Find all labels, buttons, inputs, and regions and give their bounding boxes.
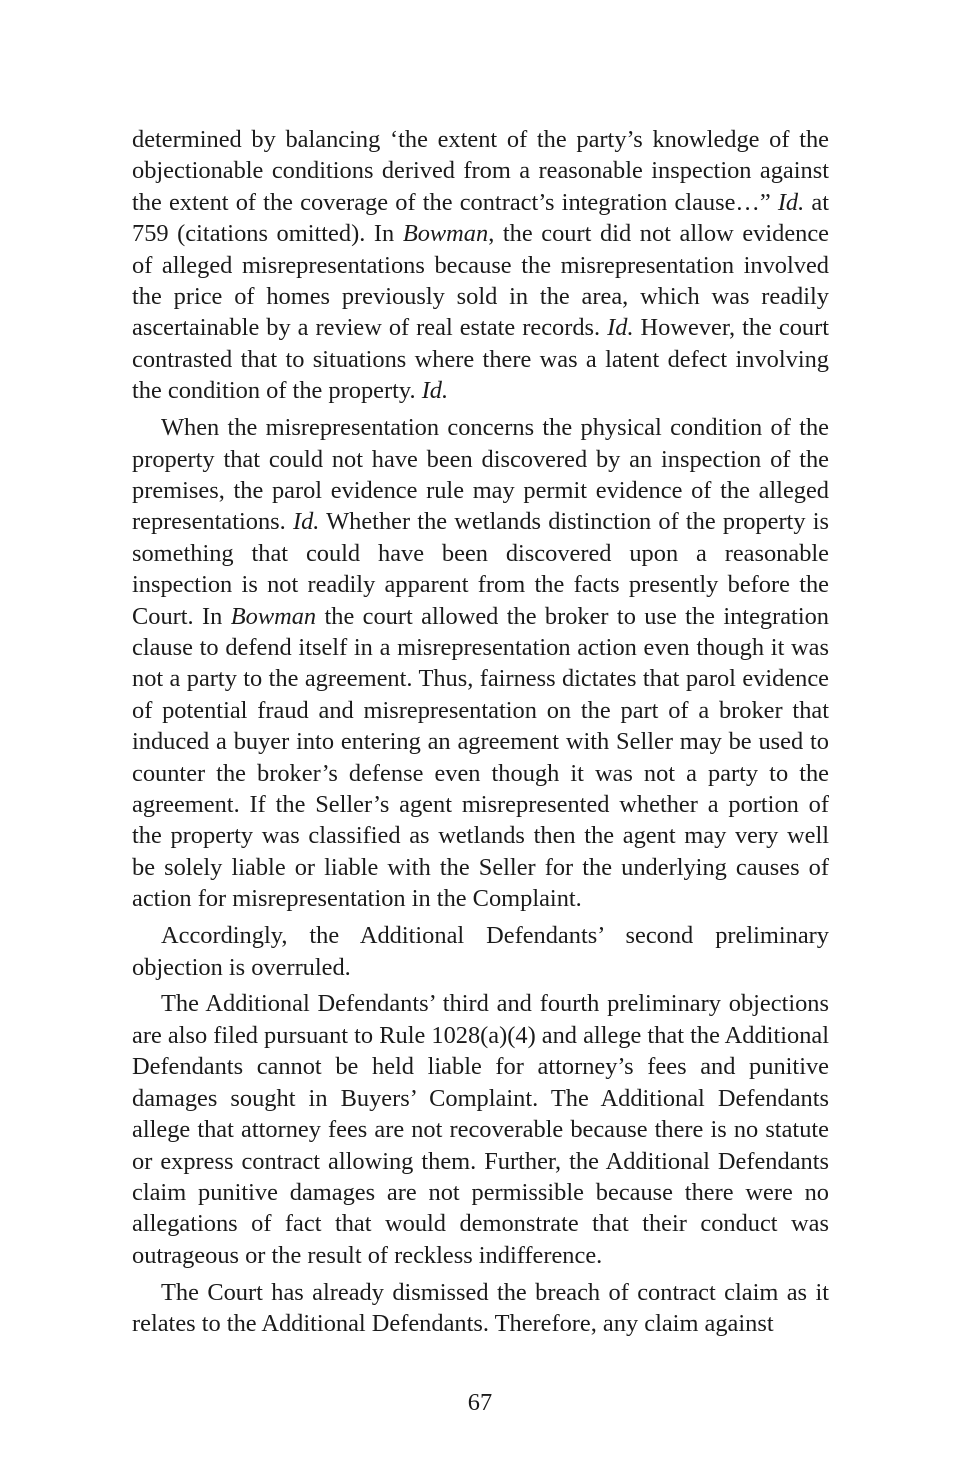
paragraph-3 xyxy=(132,920,829,983)
italic-citation: Id. xyxy=(292,508,320,536)
paragraph-2 xyxy=(132,412,829,915)
page-number: 67 xyxy=(467,1389,493,1416)
italic-citation: Bowman xyxy=(230,602,317,630)
text-run: However, the court contrasted that to situations where there was a latent defect involving the condition of the property. xyxy=(132,314,829,405)
text-run: at 759 (citations omitted). In xyxy=(132,188,829,248)
text-run: the court allowed the broker to use the integration clause to defend itself in a misrepresentation action even though it was not a party to the agreement. Thus, fairness dictates that parol evidence of potential fraud and misrepresentation on the part of a broker that induced a buyer into entering an agreement with Seller may be used to counter the broker’s defense even though it was not a party to the agreement. If the Seller’s agent misrepresented whether a portion of the property was classified as wetlands then the agent may very well be solely liable or liable with the Seller for the underlying causes of action for misrepresentation in the Complaint. xyxy=(132,602,830,913)
text-run: The Court has already dismissed the breach of contract claim as it relates to the Additional Defendants. Therefore, any claim against xyxy=(132,1278,829,1338)
text-run: Whether the wetlands distinction of the property is something that could have been discovered upon a reasonable inspection is not readily apparent from the facts presently before the Court. In xyxy=(132,508,830,630)
italic-citation: Id. xyxy=(421,377,449,405)
italic-citation: Id. xyxy=(607,314,634,342)
italic-citation: Bowman xyxy=(402,220,489,248)
text-run: When the misrepresentation concerns the physical condition of the property that could not have been discovered by an inspection of the premises, the parol evidence rule may permit evidence of the alleged representations. xyxy=(132,414,829,536)
paragraph-1 xyxy=(132,124,829,407)
text-run: The Additional Defendants’ third and fourth preliminary objections are also filed pursuant to Rule 1028(a)(4) and allege that the Additional Defendants cannot be held liable for attorney’s fees and punitive damages sought in Buyers’ Complaint. The Additional Defendants allege that attorney fees are not recoverable because there is no statute or express contract allowing them. Further, the Additional Defendants claim punitive damages are not permissible because there were no allegations of fact that would demonstrate that their conduct was outrageous or the result of reckless indifference. xyxy=(132,990,829,1269)
text-run: determined by balancing ‘the extent of the party’s knowledge of the objectionable conditions derived from a reasonable inspection against the extent of the coverage of the contract’s integration clause…” xyxy=(132,126,829,216)
text-run: Accordingly, the Additional Defendants’ second preliminary objection is overruled. xyxy=(132,922,829,981)
italic-citation: Id. xyxy=(777,188,805,216)
paragraph-4 xyxy=(132,988,829,1271)
text-run: , the court did not allow evidence of alleged misrepresentations because the misrepresentation involved the price of homes previously sold in the area, which was readily ascertainable by a review of real estate records. xyxy=(132,220,829,342)
document-body xyxy=(132,124,829,1345)
paragraph-5 xyxy=(132,1277,829,1340)
